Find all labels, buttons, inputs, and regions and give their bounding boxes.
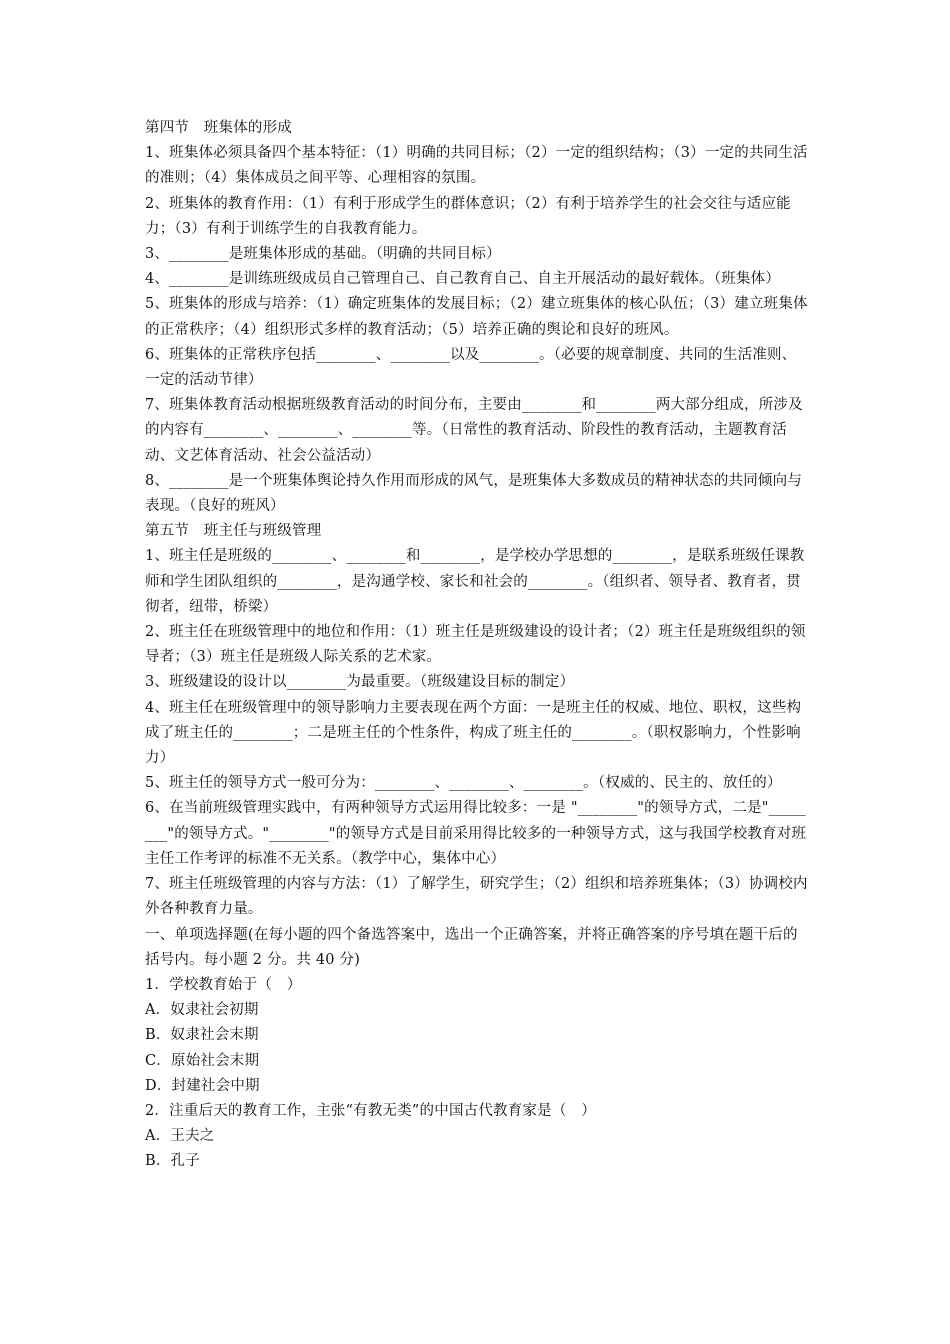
paragraph: 7、班主任班级管理的内容与方法：（1）了解学生，研究学生；（2）组织和培养班集体；（3）协调校内外各种教育力量。 [145,876,808,918]
section-heading-4: 第四节 班集体的形成 [145,120,292,136]
paragraph: 1、班主任是班级的________、________和________，是学校办学思想的________，是联系班级任课教师和学生团队组织的________，是沟通学校、家长和社会的________。（组织者、领导者、教育者，贯彻者，纽带，桥梁） [145,548,805,615]
paragraph: 6、在当前班级管理实践中，有两种领导方式运用得比较多：一是 "________"的领导方式，二是"________"的领导方式。"________"的领导方式是目前采用得比较多的一种领导方式，这与我国学校教育对班主任工作考评的标准不无关系。（教学中心，集体中心） [145,800,807,867]
paragraph: 2、班主任在班级管理中的地位和作用：（1）班主任是班级建设的设计者；（2）班主任是班级组织的领导者；（3）班主任是班级人际关系的艺术家。 [145,624,806,666]
answer-option: A．王夫之 [145,1128,215,1145]
paragraph: 1、班集体必须具备四个基本特征：（1）明确的共同目标；（2）一定的组织结构；（3）一定的共同生活的准则；（4）集体成员之间平等、心理相容的氛围。 [145,145,808,187]
answer-option: C．原始社会末期 [145,1052,260,1069]
document-page [145,116,811,1175]
paragraph: 7、班集体教育活动根据班级教育活动的时间分布，主要由________和________两大部分组成，所涉及的内容有________、________、________等。（日常性的教育活动、阶段性的教育活动，主题教育活动、文艺体育活动、社会公益活动） [145,397,803,464]
question-stem: 2．注重后天的教育工作，主张“有教无类”的中国古代教育家是（ ） [145,1102,596,1119]
answer-option: A．奴隶社会初期 [145,1002,259,1019]
question-stem: 1．学校教育始于（ ） [145,976,302,993]
paragraph: 4、班主任在班级管理中的领导影响力主要表现在两个方面：一是班主任的权威、地位、职权，这些构成了班主任的________；二是班主任的个性条件，构成了班主任的________。（职权影响力，个性影响力） [145,699,802,767]
paragraph: 5、班主任的领导方式一般可分为：________、________、________。（权威的、民主的、放任的） [145,775,782,792]
answer-option: B．奴隶社会末期 [145,1027,259,1044]
answer-option: D．封建社会中期 [145,1077,260,1094]
question-section-heading: 一、单项选择题(在每小题的四个备选答案中，选出一个正确答案，并将正确答案的序号填在题干后的括号内。每小题 2 分。共 40 分) [145,926,798,968]
paragraph: 4、________是训练班级成员自己管理自己、自己教育自己、自主开展活动的最好载体。（班集体） [145,271,781,288]
paragraph: 2、班集体的教育作用：（1）有利于形成学生的群体意识；（2）有利于培养学生的社会交往与适应能力；（3）有利于训练学生的自我教育能力。 [145,195,791,237]
paragraph: 8、________是一个班集体舆论持久作用而形成的风气，是班集体大多数成员的精神状态的共同倾向与表现。（良好的班风） [145,472,803,515]
paragraph: 3、________是班集体形成的基础。（明确的共同目标） [145,246,501,263]
paragraph: 5、班集体的形成与培养：（1）确定班集体的发展目标；（2）建立班集体的核心队伍；（3）建立班集体的正常秩序；（4）组织形式多样的教育活动；（5）培养正确的舆论和良好的班风。 [145,296,808,338]
paragraph: 6、班集体的正常秩序包括________、________以及________。（必要的规章制度、共同的生活准则、一定的活动节律） [145,346,797,389]
section-heading-5: 第五节 班主任与班级管理 [145,523,322,540]
paragraph: 3、班级建设的设计以________为最重要。（班级建设目标的制定） [145,674,575,691]
answer-option: B．孔子 [145,1153,200,1170]
